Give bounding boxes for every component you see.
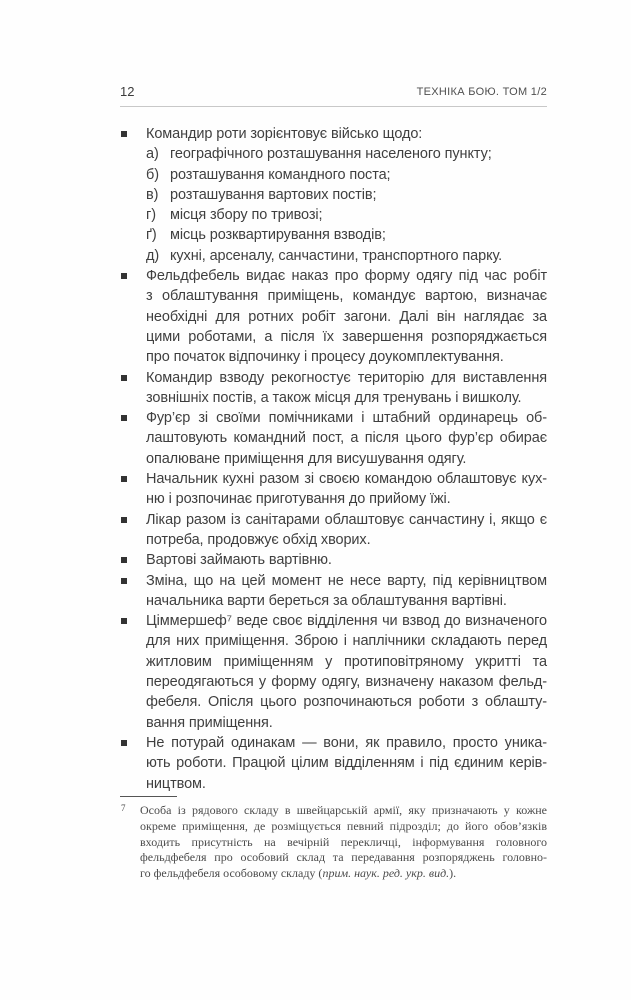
sub-item-label: а)	[146, 146, 159, 163]
text-line: фебеля. Опісля цього розпочинаються роботи з облашту-	[146, 694, 547, 711]
text-line: лаштовують командний пост, а після цього фур’єр обирає	[146, 430, 547, 447]
text-line: цими роботами, а після їх завершення розпоряджається	[146, 328, 547, 345]
sub-item-text: розташування вартових постів;	[170, 186, 377, 203]
list-item	[120, 266, 547, 367]
footnote-line: входить присутність на вечірній перекличці, інформування головного	[140, 834, 547, 849]
text-line: Зміна, що на цей момент не несе варту, під керівництвом	[146, 572, 547, 589]
text-line: Фельдфебель видає наказ про форму одягу під час робіт	[146, 268, 547, 285]
bullet-text	[146, 266, 547, 367]
list-sub-item	[146, 205, 547, 225]
bullet-square-icon	[121, 578, 127, 584]
list-sub-item	[146, 165, 547, 185]
text-line: Фур’єр зі своїми помічниками і штабний ординарець об-	[146, 410, 547, 427]
footnote-text-suffix: ).	[449, 866, 457, 881]
text-line: опалюване приміщення для висушування одягу.	[146, 450, 467, 467]
bullet-square-icon	[121, 131, 127, 137]
list-sub-item	[146, 225, 547, 245]
footnote-text: го фельдфебеля особовому складу (	[140, 866, 323, 881]
text-line: вання приміщення.	[146, 714, 273, 731]
footnote-editor-note: прим. наук. ред. укр. вид.	[322, 866, 450, 881]
bullet-square-icon	[121, 740, 127, 746]
bullet-text	[146, 469, 547, 510]
footnote-line: фельдфебеля про особовий склад та передавання розпоряджень головно-	[140, 850, 547, 865]
text-line: Лікар разом із санітарами облаштовує санчастину і, якщо є	[146, 511, 547, 528]
footnote-lines	[140, 803, 547, 866]
sub-item-label: в)	[146, 186, 159, 203]
bullet-text	[146, 571, 547, 612]
sub-item-label: б)	[146, 166, 159, 183]
text-line: про початок відпочинку і процесу доукомплектування.	[146, 349, 504, 366]
bullet-text	[146, 611, 547, 733]
sub-item-label: д)	[146, 247, 160, 264]
list-item	[120, 469, 547, 510]
text-line: Ціммершеф⁷ веде своє відділення чи взвод до визначеного	[146, 613, 547, 630]
text-line: житловим приміщенням у протиповітряному укритті та	[146, 653, 547, 670]
sub-item-text: місць розквартирування взводів;	[170, 227, 386, 244]
bullet-list	[120, 124, 547, 794]
text-line: Командир роти зорієнтовує військо щодо:	[146, 126, 423, 142]
footnote-line: Особа із рядового складу в швейцарській армії, яку призначають у кожне	[140, 803, 547, 817]
footnote-marker: 7	[121, 803, 126, 813]
bullet-square-icon	[121, 517, 127, 523]
footnote-last-line	[140, 866, 547, 882]
list-item	[120, 368, 547, 409]
bullet-square-icon	[121, 476, 127, 482]
text-line: переодягаються у форму одягу, визначену наказом фельд-	[146, 674, 547, 691]
bullet-square-icon	[121, 415, 127, 421]
bullet-square-icon	[121, 375, 127, 381]
page-header	[120, 84, 547, 100]
text-line: Не потурай одинакам — вони, як правило, просто уника-	[146, 734, 547, 751]
footnote-rule	[120, 796, 177, 797]
bullet-text	[146, 124, 547, 266]
text-line: Вартові займають вартівню.	[146, 552, 332, 569]
sub-item-label: ґ)	[146, 227, 157, 244]
text-line: необхідні для ротних робіт загони. Далі він наглядає за	[146, 308, 547, 325]
text-line: начальника варти береться за облаштування вартівні.	[146, 592, 507, 609]
page-number: 12	[120, 84, 135, 99]
list-item	[120, 124, 547, 266]
sub-item-label: г)	[146, 207, 156, 224]
text-line: для них приміщення. Зброю і наплічники складають перед	[146, 633, 547, 650]
list-sub-item	[146, 185, 547, 205]
list-sub-item	[146, 144, 547, 164]
text-line: зовнішніх постів, а також місця для тренувань і вишколу.	[146, 389, 522, 406]
footnote-line: окреме приміщення, де розміщується певний підрозділ; до його обов’язків	[140, 818, 547, 833]
list-item	[120, 571, 547, 612]
bullet-text	[146, 368, 547, 409]
header-rule	[120, 106, 547, 107]
list-item	[120, 510, 547, 551]
text-line: ють роботи. Працюй цілим відділенням і під єдиним керів-	[146, 755, 547, 772]
text-line: ництвом.	[146, 775, 206, 792]
bullet-text	[146, 408, 547, 469]
bullet-text	[146, 510, 547, 551]
footnote-body	[120, 803, 547, 882]
bullet-square-icon	[121, 557, 127, 563]
list-item	[120, 550, 547, 570]
bullet-text	[146, 550, 547, 570]
text-line: потреба, продовжує обхід хворих.	[146, 531, 371, 548]
text-line: Начальник кухні разом зі своєю командою облаштовує кух-	[146, 471, 547, 488]
text-line: Командир взводу рекогностує територію для виставлення	[146, 369, 547, 386]
text-line: ню і розпочинає приготування до прийому їжі.	[146, 491, 451, 508]
bullet-square-icon	[121, 273, 127, 279]
running-title: ТЕХНІКА БОЮ. ТОМ 1/2	[416, 86, 547, 98]
list-sub-item	[146, 246, 547, 266]
text-line: з облаштування приміщень, командує вартою, визначає	[146, 288, 547, 305]
footnote	[120, 796, 547, 882]
sub-item-text: кухні, арсеналу, санчастини, транспортного парку.	[170, 247, 503, 264]
bullet-text	[146, 733, 547, 794]
list-item	[120, 408, 547, 469]
sub-item-text: місця збору по тривозі;	[170, 207, 323, 224]
list-item	[120, 611, 547, 733]
list-item	[120, 733, 547, 794]
sub-item-text: географічного розташування населеного пункту;	[170, 146, 492, 163]
bullet-square-icon	[121, 618, 127, 624]
sub-item-text: розташування командного поста;	[170, 166, 391, 183]
